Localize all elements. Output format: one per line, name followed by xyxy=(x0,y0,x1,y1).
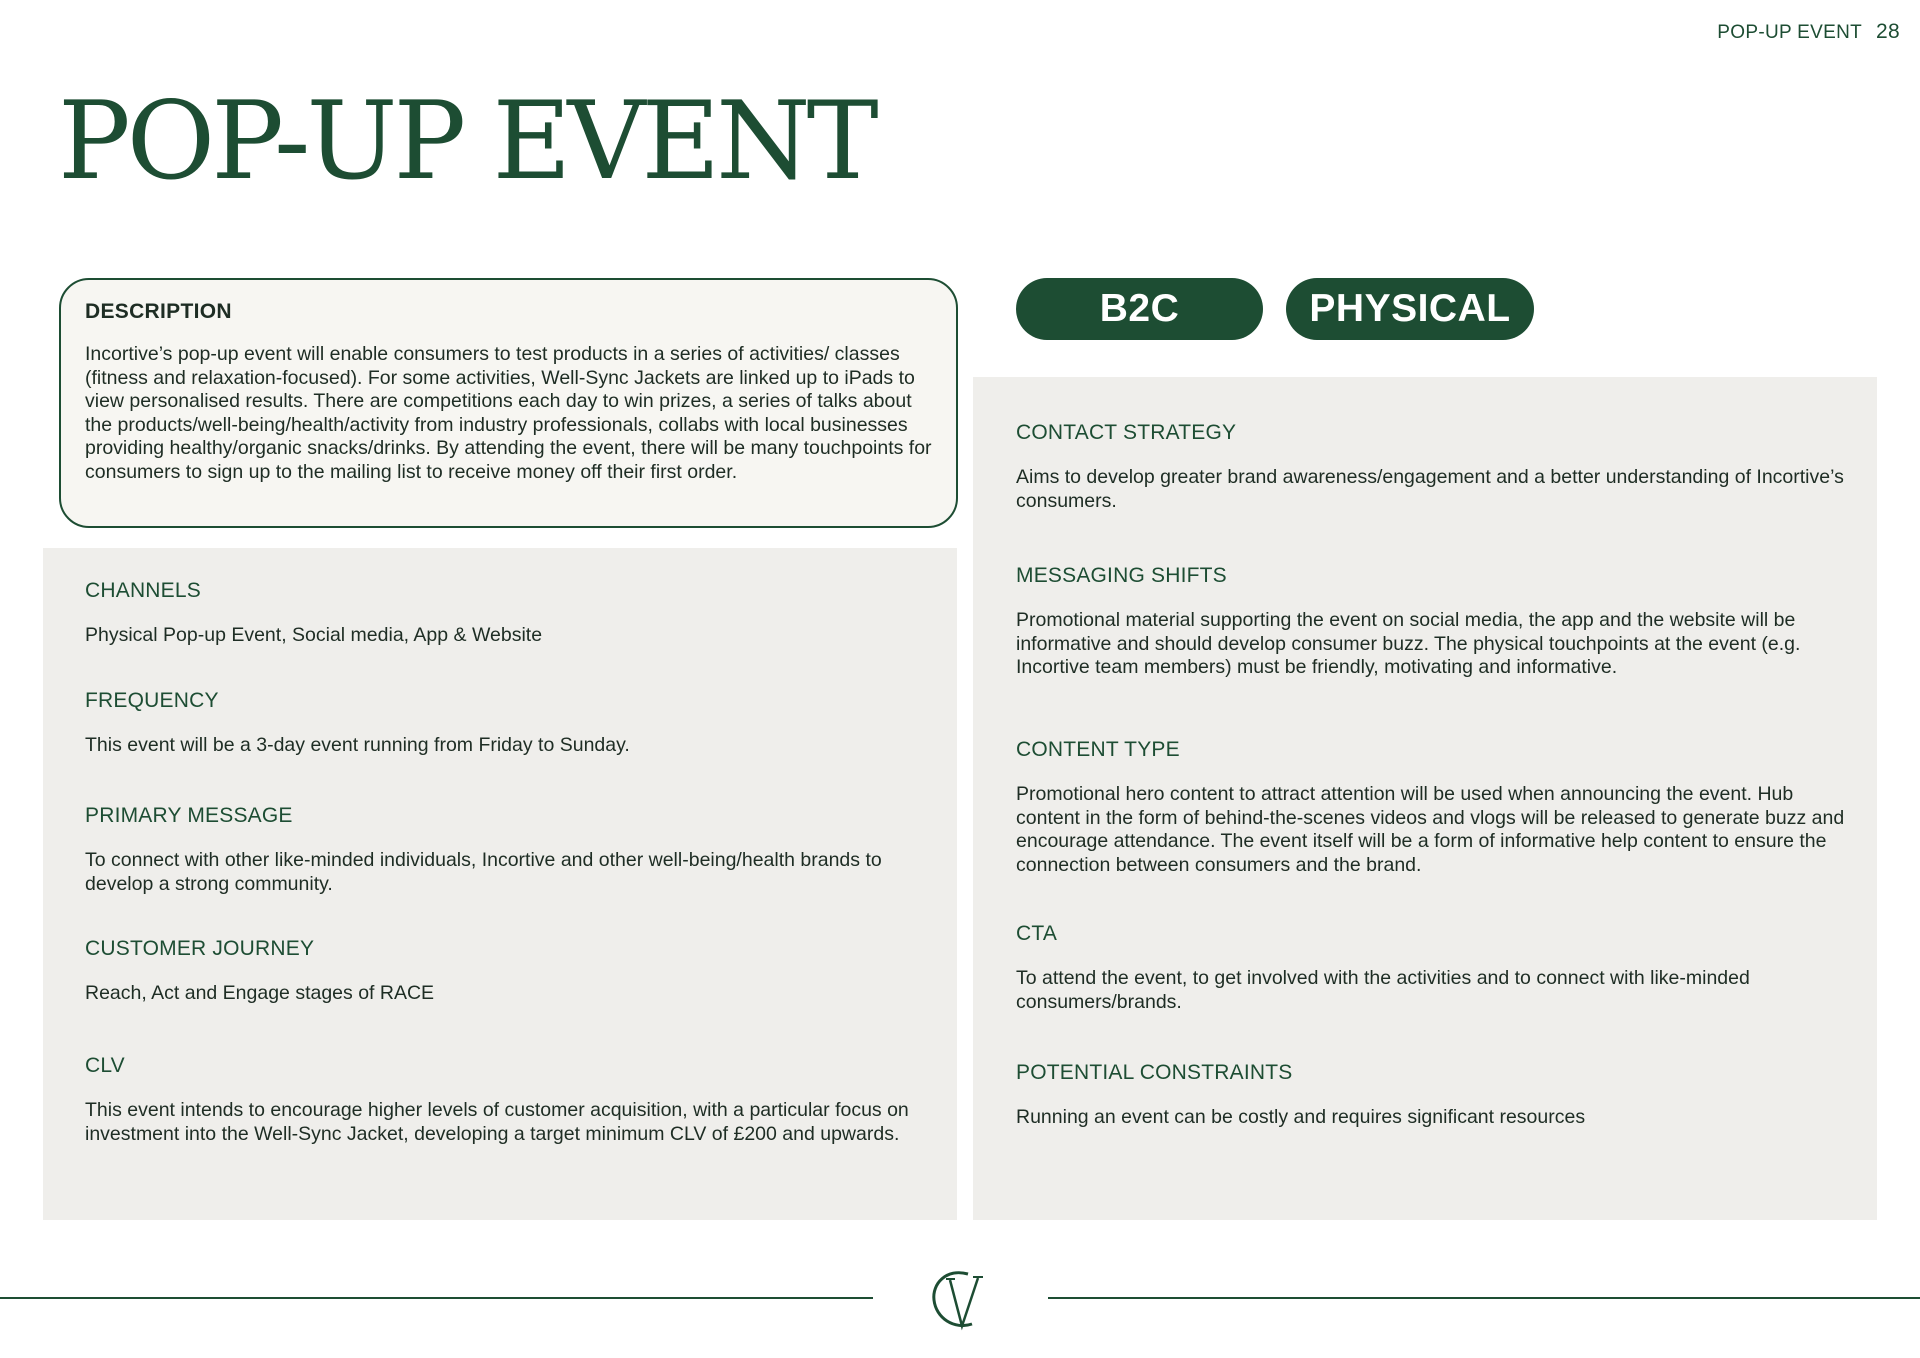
frequency-section xyxy=(85,688,925,758)
footer-divider-right xyxy=(1048,1297,1920,1299)
section-heading: CLV xyxy=(85,1054,125,1077)
left-details-panel xyxy=(43,548,957,1220)
description-box xyxy=(59,278,958,528)
section-heading: CONTACT STRATEGY xyxy=(1016,421,1237,444)
clv-section xyxy=(85,1053,925,1146)
section-heading: MESSAGING SHIFTS xyxy=(1016,564,1227,587)
section-heading: PRIMARY MESSAGE xyxy=(85,804,293,827)
section-body: Aims to develop greater brand awareness/engagement and a better understanding of Incortive’s consumers. xyxy=(1016,466,1844,512)
section-heading: FREQUENCY xyxy=(85,689,219,712)
content-type-section xyxy=(1016,737,1856,877)
section-heading: CUSTOMER JOURNEY xyxy=(85,937,315,960)
cta-section xyxy=(1016,921,1856,1014)
page-number: 28 xyxy=(1876,20,1900,43)
section-body: To attend the event, to get involved with the activities and to connect with like-minded consumers/brands. xyxy=(1016,967,1750,1013)
section-body: Running an event can be costly and requires significant resources xyxy=(1016,1106,1586,1129)
section-heading: CONTENT TYPE xyxy=(1016,738,1180,761)
contact-strategy-section xyxy=(1016,420,1856,513)
running-header-section: POP-UP EVENT xyxy=(1717,22,1863,43)
tag-b2c: B2C xyxy=(1016,278,1263,340)
section-body: To connect with other like-minded individuals, Incortive and other well-being/health brands to develop a strong community. xyxy=(85,849,882,895)
section-body: This event will be a 3-day event running from Friday to Sunday. xyxy=(85,734,630,757)
description-body: Incortive’s pop-up event will enable consumers to test products in a series of activities/ classes (fitness and relaxation-focused). For some activities, Well-Sync Jackets are linked up to iPads to view personalised results. There are competitions each day to win prizes, a series of talks about the products/well-being/health/activity from industry professionals, collabs with local businesses providing healthy/organic snacks/drinks. By attending the event, there will be many touchpoints for consumers to sign up to the mailing list to receive money off their first order. xyxy=(85,343,932,483)
right-details-panel xyxy=(973,377,1877,1220)
section-heading: POTENTIAL CONSTRAINTS xyxy=(1016,1061,1293,1084)
section-body: Reach, Act and Engage stages of RACE xyxy=(85,982,435,1005)
section-body: Promotional hero content to attract attention will be used when announcing the event. Hub content in the form of behind-the-scenes videos and vlogs will be released to generate buzz and encourage attendance. The event itself will be a form of informative help content to ensure the connection between consumers and the brand. xyxy=(1016,783,1845,876)
section-body: This event intends to encourage higher levels of customer acquisition, with a particular focus on investment into the Well-Sync Jacket, developing a target minimum CLV of £200 and upwards. xyxy=(85,1099,909,1145)
primary-message-section xyxy=(85,803,925,896)
customer-journey-section xyxy=(85,936,925,1006)
potential-constraints-section xyxy=(1016,1060,1856,1130)
section-heading: CTA xyxy=(1016,922,1058,945)
section-heading: CHANNELS xyxy=(85,579,201,602)
tag-physical: PHYSICAL xyxy=(1286,278,1534,340)
channels-section xyxy=(85,578,925,648)
section-body: Physical Pop-up Event, Social media, App & Website xyxy=(85,624,543,647)
messaging-shifts-section xyxy=(1016,563,1856,680)
footer-divider-left xyxy=(0,1297,873,1299)
description-heading: DESCRIPTION xyxy=(85,300,232,323)
section-body: Promotional material supporting the event on social media, the app and the website will be informative and should develop consumer buzz. The physical touchpoints at the event (e.g. Incortive team members) must be friendly, motivating and informative. xyxy=(1016,609,1801,679)
running-header xyxy=(1717,20,1900,44)
cv-monogram-icon xyxy=(928,1264,992,1336)
page-title: POP-UP EVENT xyxy=(58,79,875,204)
